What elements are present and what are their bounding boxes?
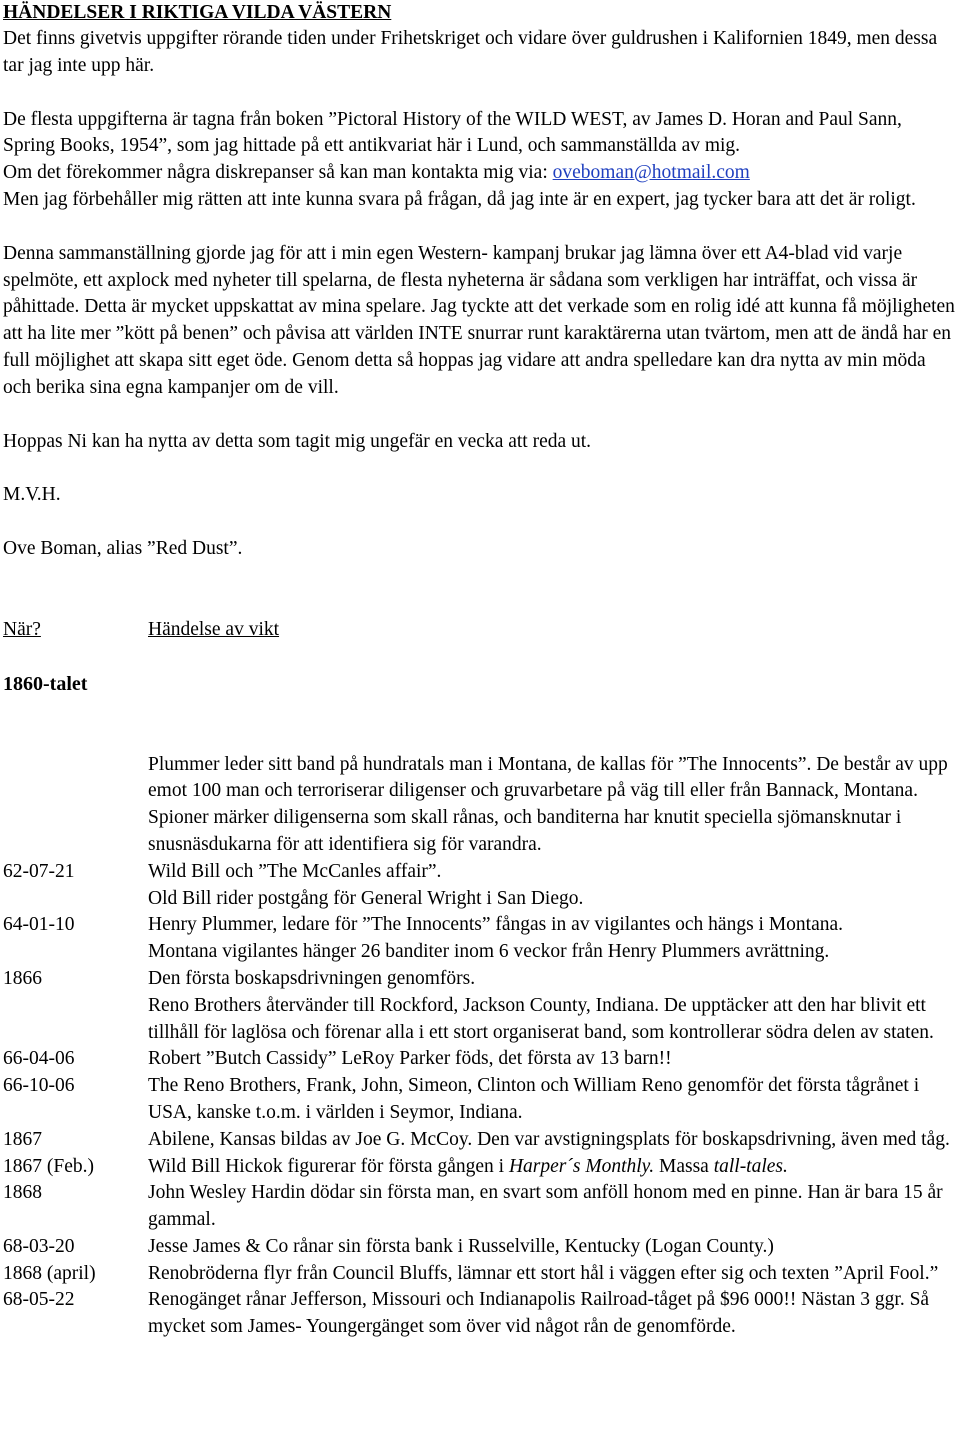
event-text: Den första boskapsdrivningen genomförs. [148, 967, 476, 989]
event-date [3, 752, 148, 859]
event-row [3, 1234, 958, 1261]
event-row [3, 752, 958, 859]
event-row [3, 1046, 958, 1073]
event-text: Renobröderna flyr från Council Bluffs, lämnar ett stort hål i väggen efter sig och texten ”April Fool.” [148, 1262, 939, 1284]
event-row [3, 1127, 958, 1154]
email-link[interactable]: oveboman@hotmail.com [552, 162, 750, 184]
decade-heading: 1860-talet [3, 672, 88, 695]
spacer [3, 644, 958, 671]
event-text: John Wesley Hardin dödar sin första man, en svart som anföll honom med en pinne. Han är bara 15 år gammal. [148, 1182, 943, 1231]
spacer [3, 80, 958, 107]
event-row [3, 966, 958, 993]
event-date: 1867 [3, 1128, 42, 1150]
event-text: Henry Plummer, ledare för ”The Innocents” fångas in av vigilantes och hängs i Montana. [148, 914, 844, 936]
event-date: 62-07-21 [3, 860, 75, 882]
event-date [3, 993, 148, 1047]
document-title: HÄNDELSER I RIKTIGA VILDA VÄSTERN [3, 2, 392, 23]
spacer [3, 214, 958, 241]
event-date: 1866 [3, 967, 42, 989]
event-text [148, 1154, 958, 1181]
event-row [3, 859, 958, 886]
event-text: Old Bill rider postgång för General Wright i San Diego. [148, 887, 584, 909]
event-date: 66-04-06 [3, 1048, 75, 1070]
event-date: 1868 [3, 1182, 42, 1204]
table-header [3, 617, 958, 644]
event-date: 64-01-10 [3, 914, 75, 936]
spacer [3, 725, 958, 752]
event-date: 1868 (april) [3, 1262, 96, 1284]
spacer [3, 455, 958, 482]
event-date [3, 886, 148, 913]
intro-paragraph-1: Det finns givetvis uppgifter rörande tiden under Frihetskriget och vidare över guldrushen i Kalifornien 1849, men dessa tar jag inte upp här. [3, 28, 938, 76]
event-row [3, 1073, 958, 1127]
event-text: Jesse James & Co rånar sin första bank i Russelville, Kentucky (Logan County.) [148, 1235, 774, 1257]
event-row [3, 1261, 958, 1288]
event-text: Renogänget rånar Jefferson, Missouri och Indianapolis Railroad-tåget på $96 000!! Nästan 3 ggr. Så mycket som James- Youngergänget som över vid något rån de genomförde. [148, 1289, 930, 1338]
event-row [3, 939, 958, 966]
event-row [3, 912, 958, 939]
event-date: 1867 (Feb.) [3, 1155, 94, 1177]
event-row [3, 1287, 958, 1341]
event-text: The Reno Brothers, Frank, John, Simeon, Clinton och William Reno genomför det första tågrånet i USA, kanske t.o.m. i världen i Seymor, Indiana. [148, 1075, 920, 1123]
event-date: 66-10-06 [3, 1075, 75, 1097]
contact-line [3, 160, 958, 187]
event-text-italic: Harper´s Monthly. [508, 1155, 655, 1177]
event-text-part: Massa [654, 1155, 714, 1177]
header-event: Händelse av vikt [148, 618, 280, 640]
document-page [3, 0, 958, 1341]
intro-paragraph-2: De flesta uppgifterna är tagna från boken ”Pictoral History of the WILD WEST, av James D. Horan and Paul Sann, Spring Books, 1954”, som jag hittade på ett antikvariat här i Lund, och sammanställda av mig. [3, 108, 902, 157]
contact-prefix: Om det förekommer några diskrepanser så kan man kontakta mig via: [3, 162, 553, 184]
event-text: Montana vigilantes hänger 26 banditer inom 6 veckor från Henry Plummers avrättning. [148, 941, 830, 963]
event-text: Robert ”Butch Cassidy” LeRoy Parker föds, det första av 13 barn!! [148, 1048, 672, 1070]
event-row [3, 1180, 958, 1234]
mvh-line: M.V.H. [3, 484, 61, 506]
event-text: Abilene, Kansas bildas av Joe G. McCoy. Den var avstigningsplats för boskapsdrivning, även med tåg. [148, 1128, 950, 1150]
event-date: 68-03-20 [3, 1235, 75, 1257]
spacer [3, 509, 958, 536]
signature-line: Ove Boman, alias ”Red Dust”. [3, 538, 243, 560]
event-row [3, 993, 958, 1047]
events-list [3, 752, 958, 1342]
event-text: Plummer leder sitt band på hundratals man i Montana, de kallas för ”The Innocents”. De består av upp emot 100 man och terroriserar diligenser och gruvarbetare på väg till eller från Bannack, Montana. Spioner märker diligenserna som skall rånas, och banditerna har knutit speciella sjömansknutar i snusnäsdukarna för att identifiera sig för varandra. [148, 753, 948, 855]
event-text-part: Wild Bill Hickok figurerar för första gången i [148, 1155, 509, 1177]
event-row [3, 886, 958, 913]
hope-line: Hoppas Ni kan ha nytta av detta som tagit mig ungefär en vecka att reda ut. [3, 430, 592, 452]
event-row [3, 1154, 958, 1181]
event-date: 68-05-22 [3, 1289, 75, 1311]
event-date [3, 939, 148, 966]
event-text: Reno Brothers återvänder till Rockford, Jackson County, Indiana. De upptäcker att den har blivit ett tillhåll för laglösa och förenar alla i ett stort organiserat band, som kontrollerar södra delen av staten. [148, 994, 934, 1043]
header-when: När? [3, 618, 41, 640]
spacer [3, 402, 958, 429]
event-text-italic: tall-tales. [713, 1155, 788, 1177]
event-text: Wild Bill och ”The McCanles affair”. [148, 860, 442, 882]
spacer [3, 563, 958, 590]
body-paragraph: Denna sammanställning gjorde jag för att i min egen Western- kampanj brukar jag lämna över ett A4-blad vid varje spelmöte, ett axplock med nyheter till spelarna, de flesta nyheterna är sådana som verkligen har inträffat, och vissa är påhittade. Detta är mycket uppskattat av mina spelare. Jag tyckte att det verkade som en rolig idé att kunna få möjligheten att ha lite mer ”kött på benen” och påvisa att världen INTE snurrar runt karaktärerna utan tvärtom, men att de ändå har en full möjlighet att skapa sitt eget öde. Genom detta så hoppas jag vidare att andra spelledare kan dra nytta av min möda och berika sina egna kampanjer om de vill. [3, 242, 955, 398]
contact-disclaimer: Men jag förbehåller mig rätten att inte kunna svara på frågan, då jag inte är en expert, jag tycker bara att det är roligt. [3, 188, 916, 210]
spacer [3, 590, 958, 617]
spacer [3, 698, 958, 725]
